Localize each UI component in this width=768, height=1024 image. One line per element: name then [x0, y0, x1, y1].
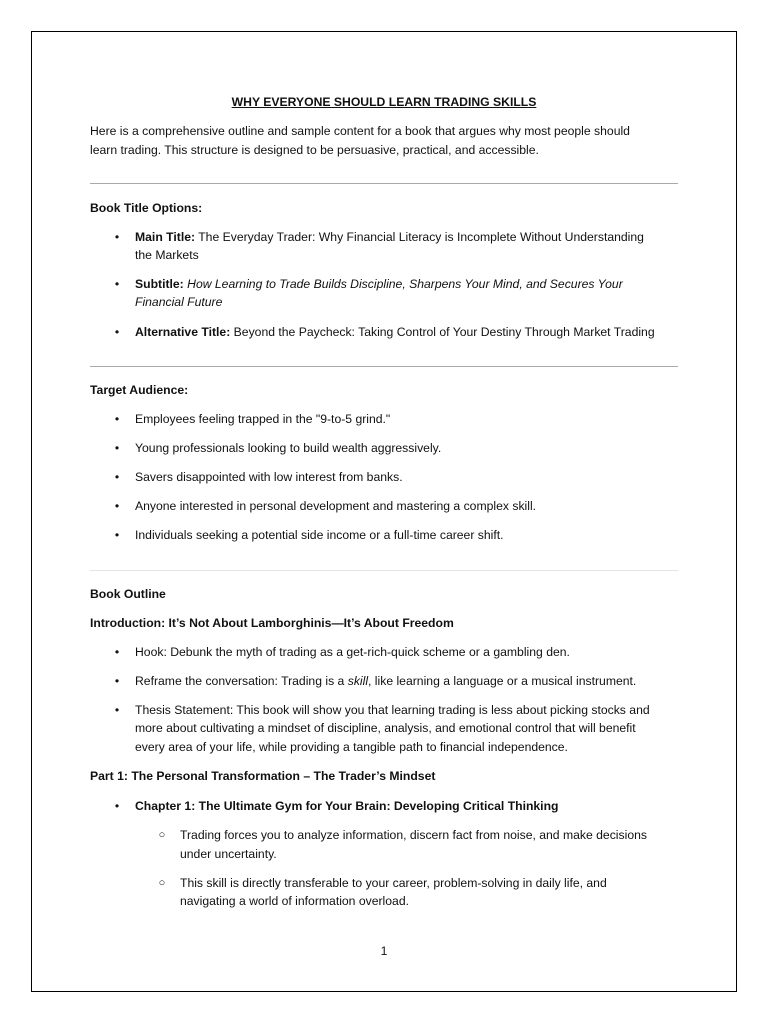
bullet-icon: •	[114, 499, 120, 513]
audience-item: Anyone interested in personal development and mastering a complex skill.	[135, 499, 537, 513]
introduction-heading: Introduction: It’s Not About Lamborghinis—It’s About Freedom	[90, 616, 454, 630]
reframe-item: Reframe the conversation: Trading is a skill, like learning a language or a musical instrument.	[135, 674, 637, 688]
divider	[90, 366, 678, 367]
chapter-1-point: This skill is directly transferable to your career, problem-solving in daily life, and	[180, 876, 607, 890]
bullet-icon: •	[114, 674, 120, 688]
sub-bullet-icon: ○	[158, 829, 166, 841]
divider	[90, 570, 678, 571]
chapter-1-heading: Chapter 1: The Ultimate Gym for Your Brain: Developing Critical Thinking	[135, 799, 559, 813]
subtitle-option-cont: Financial Future	[135, 295, 223, 309]
bullet-icon: •	[114, 799, 120, 813]
bullet-icon: •	[114, 528, 120, 542]
thesis-item: Thesis Statement: This book will show you that learning trading is less about picking stocks and	[135, 703, 650, 717]
page-number: 1	[380, 944, 388, 958]
title-options-heading: Book Title Options:	[90, 201, 203, 215]
bullet-icon: •	[114, 441, 120, 455]
main-title-option-cont: the Markets	[135, 248, 199, 262]
bullet-icon: •	[114, 470, 120, 484]
bullet-icon: •	[114, 645, 120, 659]
document-title: WHY EVERYONE SHOULD LEARN TRADING SKILLS	[231, 95, 537, 109]
thesis-item-cont: more about cultivating a mindset of discipline, analysis, and emotional control that will benefit	[135, 721, 636, 735]
sub-bullet-icon: ○	[158, 877, 166, 889]
intro-line-2: learn trading. This structure is designed to be persuasive, practical, and accessible.	[90, 143, 539, 157]
subtitle-option: Subtitle: How Learning to Trade Builds Discipline, Sharpens Your Mind, and Secures Your	[135, 277, 623, 291]
chapter-1-point-cont: navigating a world of information overload.	[180, 894, 409, 908]
audience-item: Individuals seeking a potential side income or a full-time career shift.	[135, 528, 504, 542]
part-1-heading: Part 1: The Personal Transformation – The Trader’s Mindset	[90, 769, 436, 783]
divider	[90, 183, 678, 184]
book-outline-heading: Book Outline	[90, 587, 166, 601]
bullet-icon: •	[114, 325, 120, 339]
audience-item: Employees feeling trapped in the "9-to-5 grind."	[135, 412, 391, 426]
bullet-icon: •	[114, 277, 120, 291]
bullet-icon: •	[114, 703, 120, 717]
thesis-item-cont: every area of your life, while providing a tangible path to financial independence.	[135, 740, 568, 754]
bullet-icon: •	[114, 412, 120, 426]
chapter-1-point: Trading forces you to analyze information, discern fact from noise, and make decisions	[180, 828, 647, 842]
audience-item: Young professionals looking to build wealth aggressively.	[135, 441, 442, 455]
bullet-icon: •	[114, 230, 120, 244]
chapter-1-point-cont: under uncertainty.	[180, 847, 277, 861]
main-title-option: Main Title: The Everyday Trader: Why Financial Literacy is Incomplete Without Understanding	[135, 230, 644, 244]
intro-line-1: Here is a comprehensive outline and sample content for a book that argues why most people should	[90, 124, 630, 138]
hook-item: Hook: Debunk the myth of trading as a get-rich-quick scheme or a gambling den.	[135, 645, 570, 659]
audience-item: Savers disappointed with low interest from banks.	[135, 470, 403, 484]
target-audience-heading: Target Audience:	[90, 383, 189, 397]
alternative-title-option: Alternative Title: Beyond the Paycheck: Taking Control of Your Destiny Through Market Trading	[135, 325, 655, 339]
